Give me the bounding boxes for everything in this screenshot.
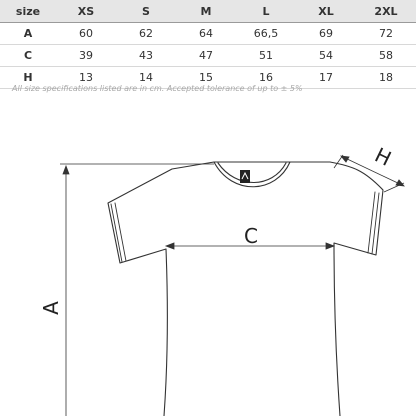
table-cell: 39 <box>56 45 116 67</box>
table-cell: 16 <box>236 67 296 89</box>
table-cell: 62 <box>116 23 176 45</box>
table-cell: 72 <box>356 23 416 45</box>
table-cell: 47 <box>176 45 236 67</box>
size-header-cell: XS <box>56 0 116 23</box>
table-cell: 60 <box>56 23 116 45</box>
row-label: H <box>0 67 56 89</box>
table-cell: 43 <box>116 45 176 67</box>
size-note: All size specifications listed are in cm. Accepted tolerance of up to ± 5% <box>12 84 303 93</box>
table-cell: 51 <box>236 45 296 67</box>
dimension-label-a: A <box>39 301 63 315</box>
table-cell: 13 <box>56 67 116 89</box>
table-cell: 54 <box>296 45 356 67</box>
size-header-cell: S <box>116 0 176 23</box>
row-label: C <box>0 45 56 67</box>
table-cell: 17 <box>296 67 356 89</box>
neck-label-icon <box>240 170 250 183</box>
row-label: A <box>0 23 56 45</box>
table-cell: 64 <box>176 23 236 45</box>
size-header-cell: 2XL <box>356 0 416 23</box>
size-header-cell: XL <box>296 0 356 23</box>
table-cell: 58 <box>356 45 416 67</box>
table-cell: 18 <box>356 67 416 89</box>
size-header-cell: size <box>0 0 56 23</box>
dimension-a <box>60 164 214 416</box>
dimension-label-c: C <box>244 224 258 248</box>
tshirt-outline <box>108 162 383 416</box>
size-header-cell: L <box>236 0 296 23</box>
size-header-cell: M <box>176 0 236 23</box>
table-cell: 69 <box>296 23 356 45</box>
table-cell: 15 <box>176 67 236 89</box>
dimension-label-h: H <box>371 142 396 171</box>
dimension-h <box>334 155 404 192</box>
table-cell: 66,5 <box>236 23 296 45</box>
table-cell: 14 <box>116 67 176 89</box>
